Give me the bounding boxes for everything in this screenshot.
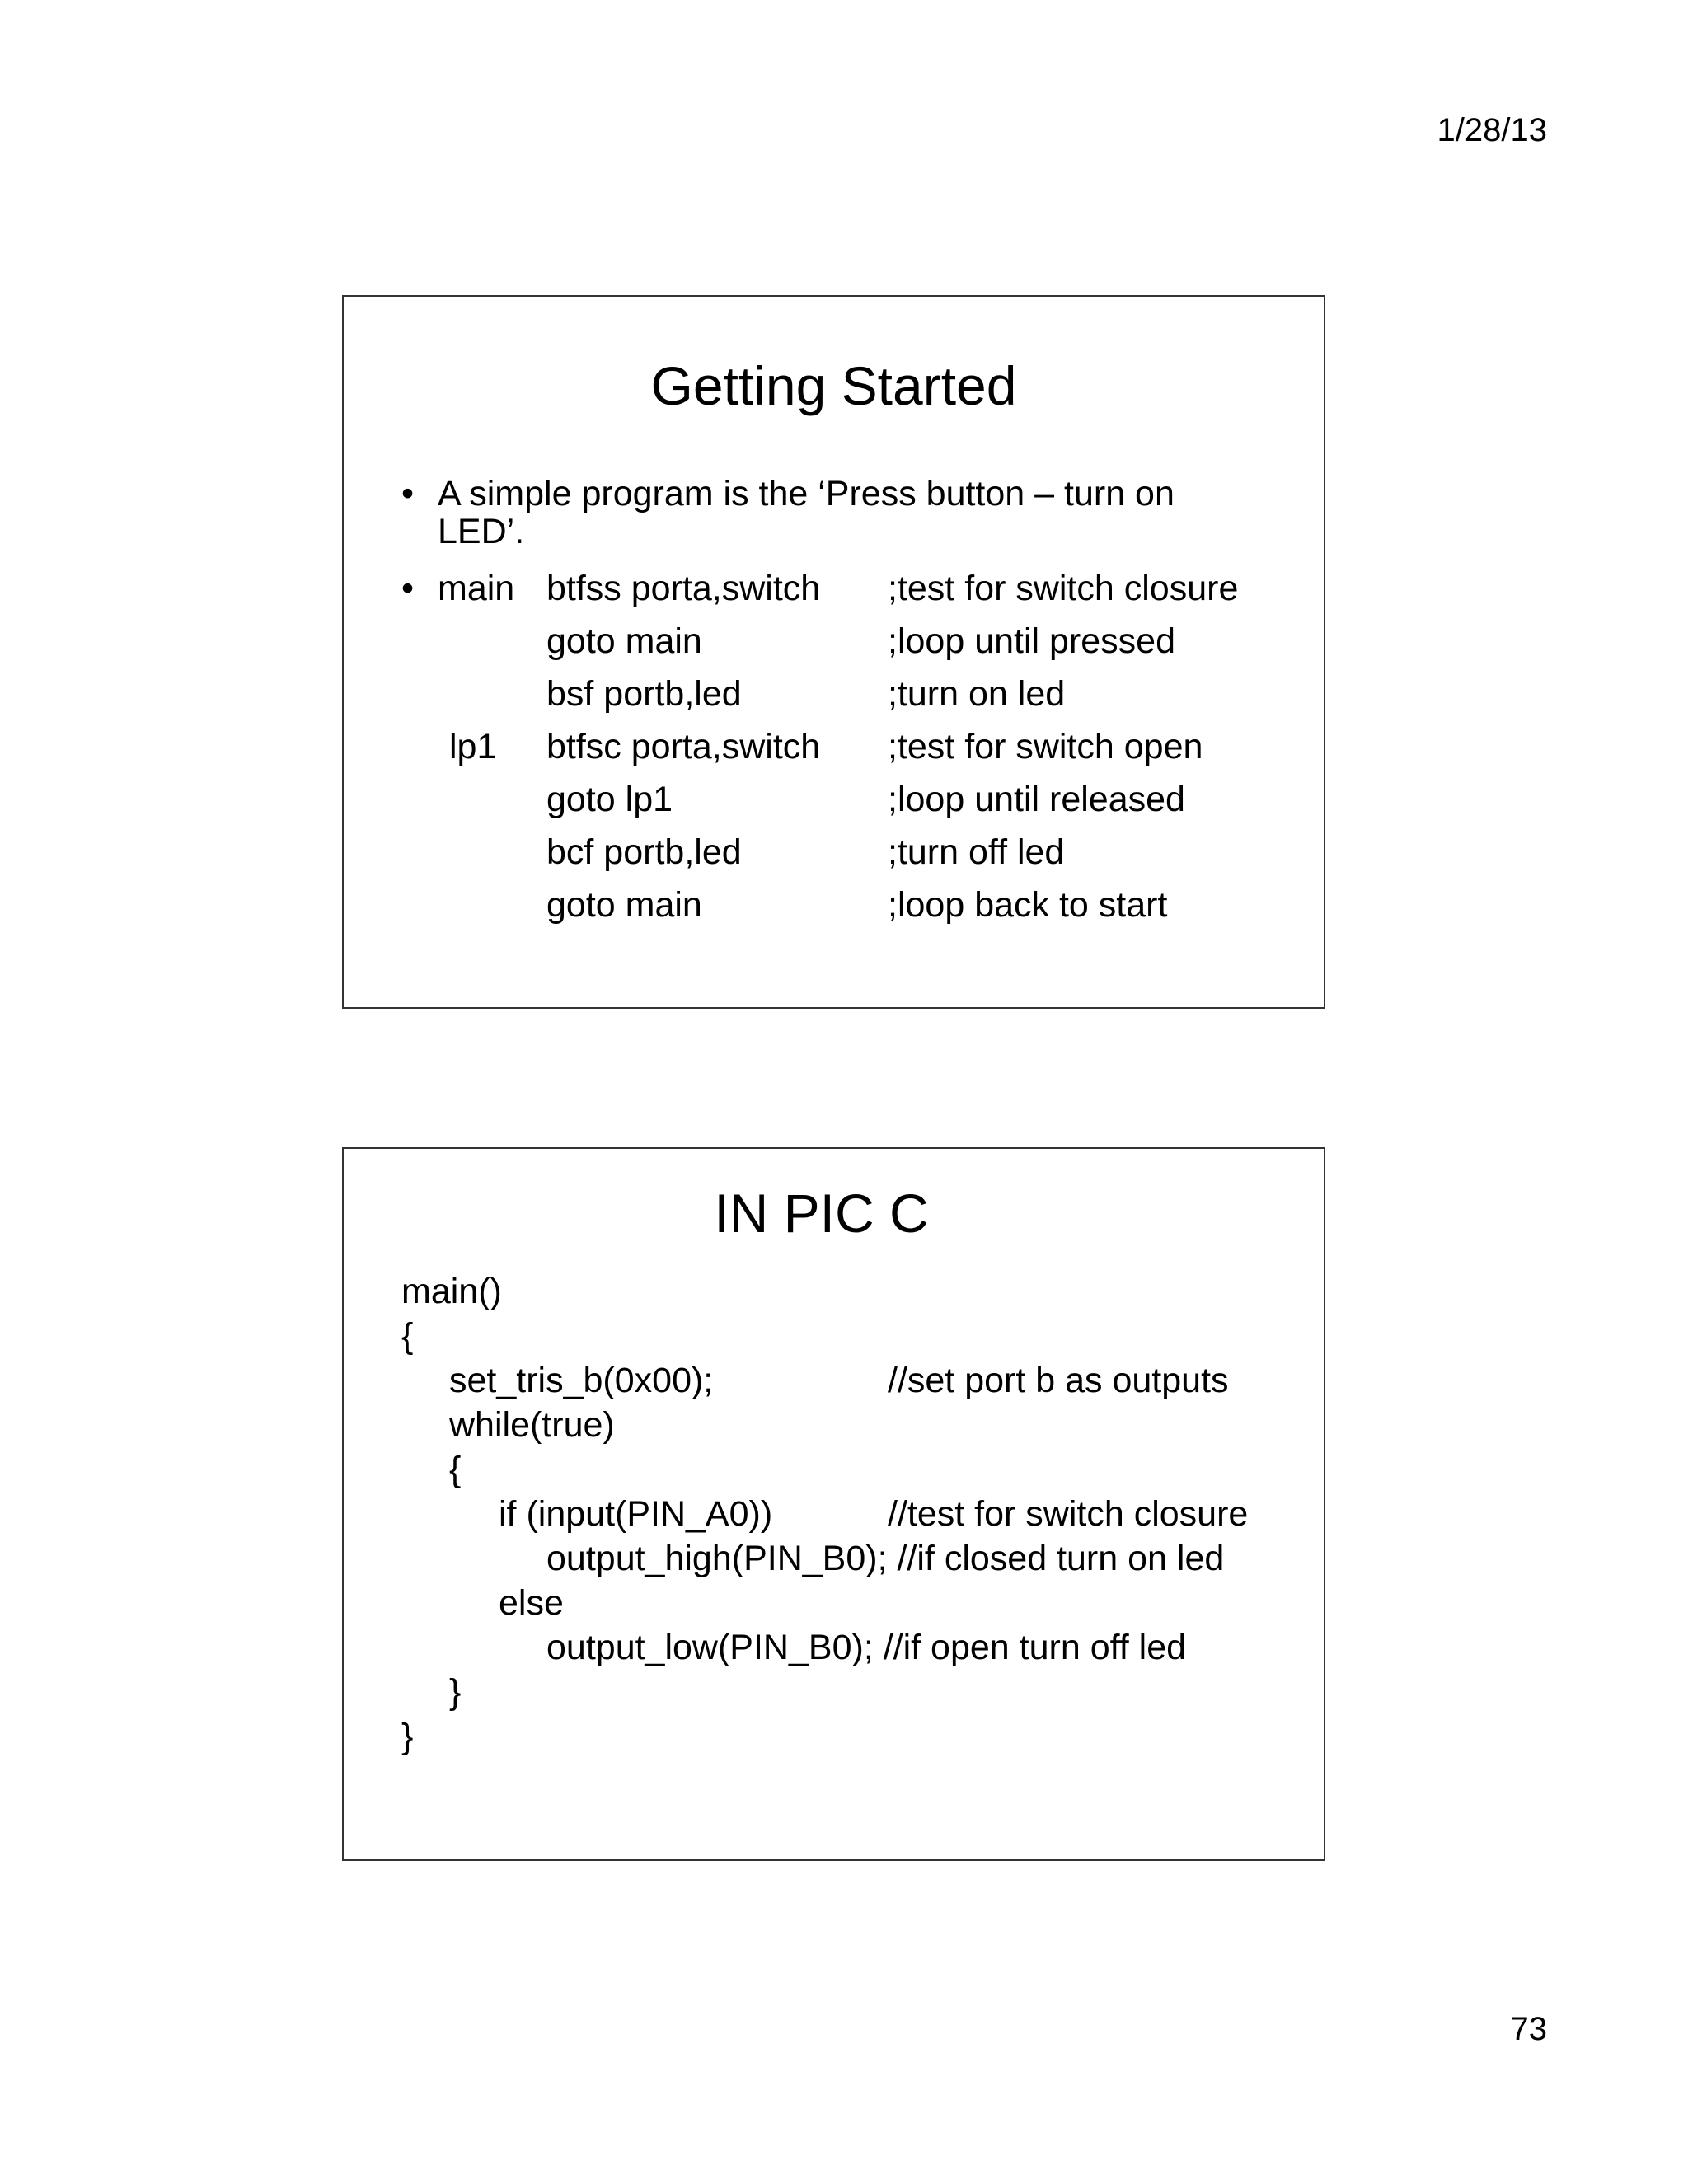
code-comment: ;turn off led [888, 832, 1065, 872]
code-comment: //test for switch closure [888, 1494, 1249, 1534]
code-comment: //set port b as outputs [888, 1361, 1229, 1400]
code-line: output_low(PIN_B0); //if open turn off led [546, 1628, 1187, 1667]
code-line: if (input(PIN_A0)) [499, 1494, 773, 1534]
code-line: main() [401, 1272, 502, 1311]
code-line: } [401, 1717, 414, 1756]
code-label: lp1 [449, 727, 497, 766]
code-comment: ;turn on led [888, 674, 1066, 714]
code-instruction: bcf portb,led [546, 832, 742, 872]
code-line: else [499, 1583, 564, 1623]
code-comment: ;test for switch closure [888, 569, 1239, 608]
code-instruction: goto main [546, 885, 702, 925]
code-line: set_tris_b(0x00); [449, 1361, 714, 1400]
code-instruction: bsf portb,led [546, 674, 742, 714]
page-number: 73 [1510, 2011, 1547, 2047]
bullet-text-line-2: LED’. [438, 512, 525, 551]
code-line: while(true) [449, 1405, 615, 1445]
code-comment: ;loop until pressed [888, 621, 1175, 661]
slide-in-pic-c [342, 1147, 1325, 1861]
code-comment: ;loop until released [888, 780, 1185, 819]
code-line: } [449, 1672, 462, 1712]
slide-title: IN PIC C [714, 1183, 929, 1244]
code-instruction: goto lp1 [546, 780, 673, 819]
slide-getting-started [342, 295, 1325, 1009]
code-line: output_high(PIN_B0); //if closed turn on led [546, 1539, 1225, 1578]
code-label: main [438, 569, 515, 608]
code-instruction: btfss porta,switch [546, 569, 821, 608]
bullet-dot: • [401, 569, 415, 608]
code-line: { [449, 1450, 462, 1489]
code-comment: ;test for switch open [888, 727, 1203, 766]
code-line: { [401, 1316, 414, 1356]
bullet-dot: • [401, 474, 415, 513]
bullet-text-line-1: A simple program is the ‘Press button – turn on [438, 474, 1175, 513]
code-instruction: btfsc porta,switch [546, 727, 821, 766]
code-comment: ;loop back to start [888, 885, 1168, 925]
header-date: 1/28/13 [1437, 112, 1547, 148]
slide-title: Getting Started [650, 355, 1017, 416]
code-instruction: goto main [546, 621, 702, 661]
